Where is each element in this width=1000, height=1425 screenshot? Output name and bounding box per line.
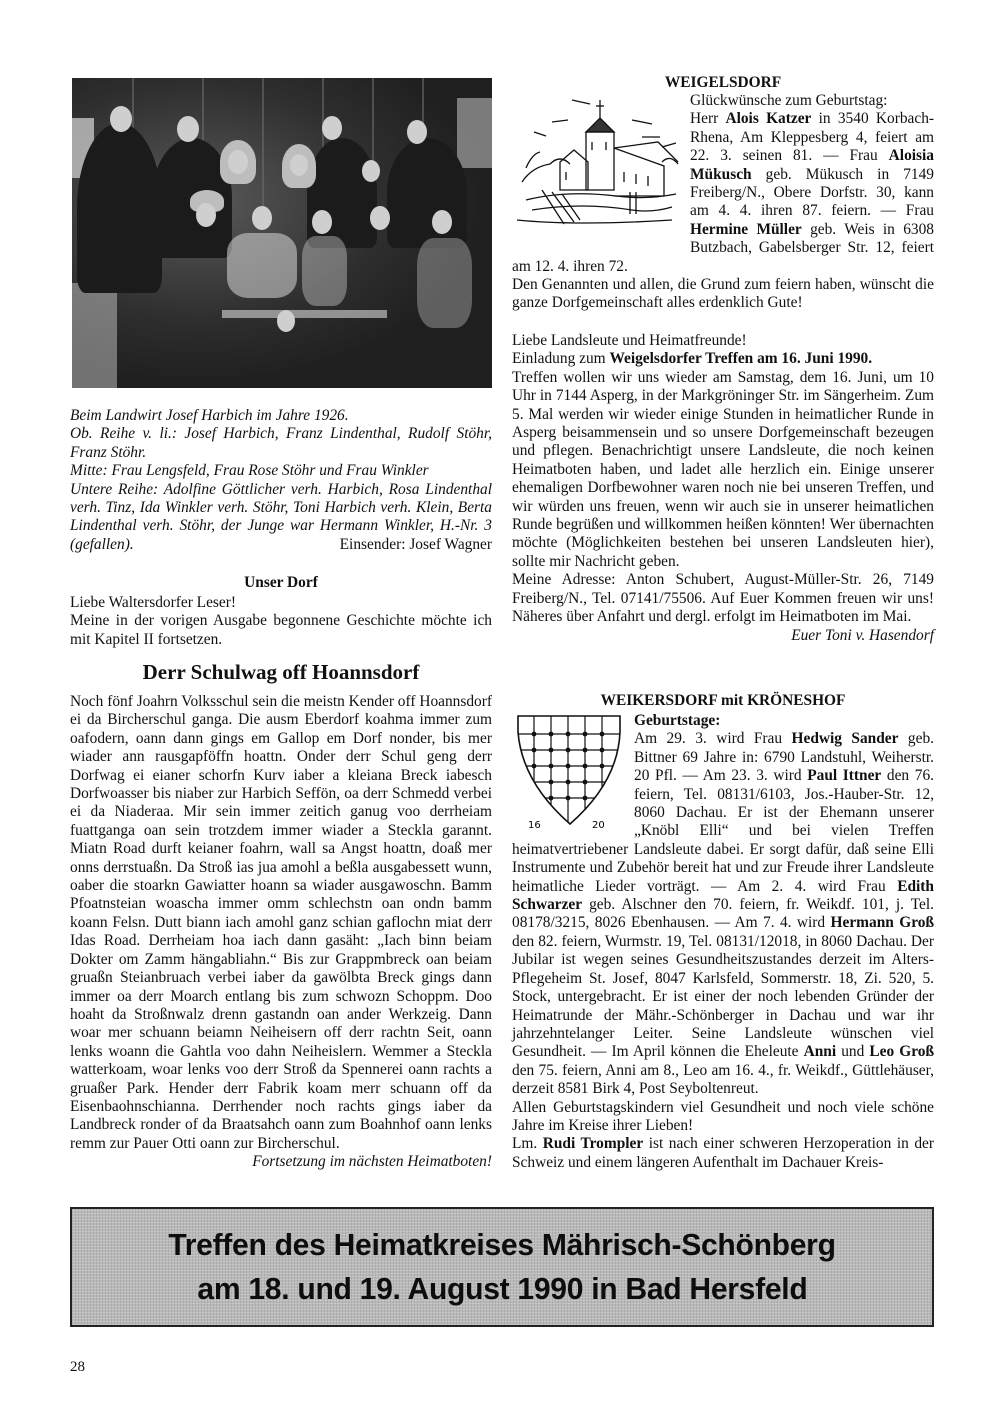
invitation-greeting: Liebe Landsleute und Heimatfreunde! (512, 332, 747, 349)
celebrant-name: Rudi Trompler (542, 1135, 644, 1153)
unser-dorf-greeting: Liebe Waltersdorfer Leser! (70, 594, 236, 611)
story-title: Derr Schulwag off Hoannsdorf (142, 660, 420, 684)
invitation-address: Meine Adresse: Anton Schubert, August-Müller-Str. 26, 7149 Freiberg/N., Tel. 07141/75506. Auf Euer Kommen freuen wir uns! Näheres über Anfahrt und dergl. erfolgt im Heimatboten im Mai. Euer Toni v. Hasendorf (512, 571, 934, 644)
photo-caption (70, 407, 492, 554)
story-continuation: Fortsetzung im nächsten Heimatboten! (252, 1153, 492, 1171)
weikersdorf-birthdays (512, 712, 934, 1172)
celebrant-name: Leo Groß (869, 1043, 935, 1061)
church-drawing-icon (512, 92, 684, 232)
celebrant-name: Edith Schwarzer (512, 877, 934, 914)
weigelsdorf-wishes: Den Genannten und allen, die Grund zum feiern haben, wünscht die ganze Dorfgemeinschaft alles erdenklich Gute! (512, 276, 934, 312)
weikersdorf-birthday-text: Am 29. 3. wird Frau Hedwig Sander geb. Bittner 69 Jahre in: 6790 Landstuhl, Weiherstr. 20 Pfl. — Am 23. 3. wird Paul Ittner den 76. feiern, Tel. 08131/6103, Jos.-Hauber-Str. 12, 8060 Dachau. Er ist der Ehemann unserer „Knöbl Elli“ und bei vielen Treffen heimatvertriebener Landsleute dabei. Er sorgt dafür, daß seine Elli Instrumente und Zubehör bereit hat und zur Freude ihrer Landsleute heimatliche Lieder vorträgt. — Am 2. 4. wird Frau Edith Schwarzer geb. Alschner den 70. feiern, fr. Weikdf. 101, j. Tel. 08178/3215, 8026 Ebenhausen. — Am 7. 4. wird Hermann Groß den 82. feiern, Wurmstr. 19, Tel. 08131/12018, in 8060 Dachau. Der Jubilar ist wegen seines Gesundheitszustandes derzeit im Alters-Pflegeheim St. Josef, 8047 Karlsfeld, Sommerstr. 18, Zi. 520, 5. Stock, untergebracht. Er ist einer der noch lebenden Gründer der Heimatrunde der Mähr.-Schönberger in Dachau und war ihr jahrzehntelanger Leiter. Seine Landsleute wünschen viel Gesundheit. — Im April können die Eheleute Anni und Leo Groß den 75. feiern, Anni am 8., Leo am 16. 4., fr. Weikdf., Güttlehäuser, derzeit 8581 Birk 4, Post Seyboltenreut. (512, 730, 935, 1098)
shield-grid-icon (512, 712, 624, 830)
section-heading-unser-dorf: Unser Dorf (244, 574, 318, 591)
photo-sender: Einsender: Josef Wagner (339, 535, 492, 553)
story-body (70, 693, 492, 1172)
celebrant-name: Hermine Müller (690, 220, 802, 238)
weigelsdorf-birthday-text: Herr Alois Katzer in 3540 Korbach-Rhena, Am Kleppesberg 4, feiert am 22. 3. seinen 81. — Frau Aloisia Mükusch geb. Mükusch in 7149 Freiberg/N., Obere Dorfstr. 30, kann am 4. 4. ihren 87. feiern. — Frau Hermine Müller geb. Weis in 6308 Butzbach, Gabelsberger Str. 12, feiert am 12. 4. ihren 72. (512, 110, 935, 275)
svg-text:20: 20 (592, 820, 605, 830)
invitation-event: Weigelsdorfer Treffen am 16. Juni 1990. (609, 350, 873, 368)
page-number: 28 (70, 1359, 85, 1375)
celebrant-name: Paul Ittner (807, 767, 882, 785)
banner-line-1: Treffen des Heimatkreises Mährisch-Schönberg (168, 1227, 836, 1262)
invitation-body: Treffen wollen wir uns wieder am Samstag, dem 16. Juni, um 10 Uhr in 7144 Asperg, in der Markgröninger Str. im Sängerheim. Zum 5. Mal werden wir wieder einige Stunden in heimatlicher Runde in Asperg beisammensein und so unsere Dorfgemeinschaft bezeugen und pflegen. Benachrichtigt unsere Landsleute, die noch keinen Heimatboten haben, und ladet alle herzlich ein. Einige unserer ehemaligen Dorfbewohner waren noch nie bei unseren Treffen, und wir würden uns freuen, wenn wir auch sie in unserer heimatlichen Runde begrüßen und willkommen heißen könnten! Wer übernachten möchte (Möglichkeiten bestehen bei unseren Landsleuten hier), sollte mir Nachricht geben. (512, 368, 934, 570)
caption-line-3: Mitte: Frau Lengsfeld, Frau Rose Stöhr und Frau Winkler (70, 462, 429, 480)
section-heading-weigelsdorf: WEIGELSDORF (664, 74, 782, 91)
event-banner (70, 1207, 934, 1327)
celebrant-name: Alois Katzer (725, 110, 812, 128)
invitation-lead: Einladung zum Weigelsdorfer Treffen am 16. Juni 1990. (512, 350, 873, 368)
story-text: Noch fönf Joahrn Volksschul sein die meistn Kender off Hoannsdorf ei da Bircherschul ganga. Die ausm Eberdorf koahma immer zum oafodern, oann dann gings em Gallop em Dorf nonder, bis mer wiader ann rausgapföffn hoattn. Onder derr Schul geng derr Dorfwag ei eianer schorfn Kurv iaber a kleiana Breck iabesch Dorfwoasser bis niaber zur Harbich Seffön, oa derr Schmedd verbei ei da Niaderaa. Mir sein immer zeitich ganug voo derrheiam fuattganga oan sein trotzdem immer wiader a Steckla garannt. Miatn Road durft keianer foahrn, wall sa Angst hoattn, doaß mer onns derrstuaßn. Da Stroß ias jua amohl a beßla ausgabessett wunn, oaber die stoarkn Gawiatter hoann sa wiader ausgawoschn. Bamm Pfoatnsteian woascha immer omm schlechstn oan ondn bamm koann Felsn. Dutt biann iach amohl ganz schian gaflochn miat derr Idas Road. Derrheiam hoa iach dann gasäht: „Iach binn beiam Dokter om Zamm hängabliahn.“ Bis zur Grappmbreck oan beiam gruaßn Steianbruach verbei iaber da gawölbta Breck gings dann immer oa derr Moarch entlang bis zum schwozn Schoppm. Doo hoaht da Stroßnwalz drenn gastandn oan ander Werkzeig. Dann woar mer schuann beiamn Neiheisern off derr rachtn Seit, oann lenks woann die Gahtla voo dahn Neiheislern. Wemmer a Steckla watterkoam, woar lenks voo derr Stroß da Spennerei oann rachts a gruaßer Park. Hender derr Fabrik koam merr schuann off da Eisenbaohnschianna. Derrhender noch rachts gings iaber da Landbreck ronder of da Braatsahch oann zum Boahnhof oann lenks remm zur Pauer Otti oann zur Bircherschul. (70, 693, 492, 1152)
invitation-signature: Euer Toni v. Hasendorf (791, 626, 934, 644)
celebrant-name: Hedwig Sander (791, 730, 899, 748)
celebrant-name: Aloisia Mükusch (690, 147, 934, 183)
weikersdorf-wishes: Allen Geburtstagskindern viel Gesundheit und noch viele schöne Jahre im Kreise ihrer Lieben! (512, 1098, 934, 1134)
celebrant-name: Anni (803, 1043, 837, 1061)
weikersdorf-subheading: Geburtstage: (634, 712, 721, 729)
caption-line-1: Beim Landwirt Josef Harbich im Jahre 1926. (70, 407, 349, 424)
celebrant-name: Hermann Groß (830, 914, 934, 932)
banner-line-2: am 18. und 19. August 1990 in Bad Hersfeld (197, 1271, 807, 1306)
unser-dorf-intro-text: Meine in der vorigen Ausgabe begonnene Geschichte möchte ich mit Kapitel II fortsetzen. (70, 612, 492, 648)
weikersdorf-trompler-note: Lm. Rudi Trompler ist nach einer schweren Herzoperation in der Schweiz und einem längeren Aufenthalt im Dachauer Kreis- (512, 1135, 934, 1171)
caption-line-2: Ob. Reihe v. li.: Josef Harbich, Franz Lindenthal, Rudolf Stöhr, Franz Stöhr. (70, 425, 492, 461)
weigelsdorf-birthday-lead: Glückwünsche zum Geburtstag: (690, 92, 888, 109)
unser-dorf-intro (70, 594, 492, 649)
weigelsdorf-birthdays (512, 92, 934, 313)
section-heading-weikersdorf: WEIKERSDORF mit KRÖNESHOF (600, 692, 846, 709)
coat-of-arms (512, 712, 634, 834)
svg-text:16: 16 (528, 820, 541, 830)
historical-group-photo (72, 78, 492, 388)
church-illustration (512, 92, 690, 240)
caption-line-4: Untere Reihe: Adolfine Göttlicher verh. Harbich, Rosa Lindenthal verh. Tinz, Ida Winkler verh. Stöhr, Toni Harbich verh. Klein, Berta Lindenthal verh. Stöhr, der Junge war Hermann Winkler, H.-Nr. 3 (gefallen). Einsender: Josef Wagner (70, 480, 492, 553)
weigelsdorf-invitation (512, 332, 934, 645)
